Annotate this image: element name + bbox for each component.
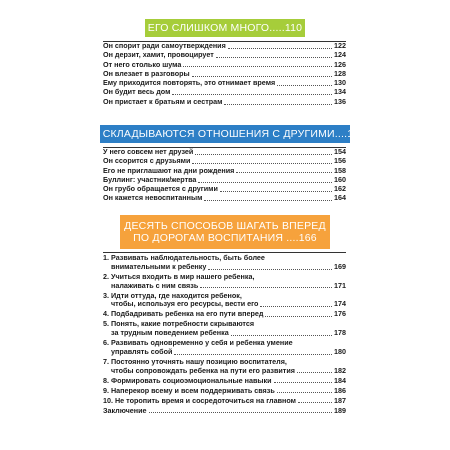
toc-entry-page: 186 bbox=[334, 385, 346, 395]
toc-entry-title-cont: чтобы сопровождать ребенка на пути его развития bbox=[111, 365, 295, 375]
toc-entry bbox=[103, 98, 346, 107]
dot-leader bbox=[208, 269, 332, 270]
dot-leader bbox=[224, 104, 332, 105]
toc-entry bbox=[103, 320, 346, 338]
dot-leader bbox=[216, 57, 332, 58]
dot-leader bbox=[149, 412, 332, 413]
dot-leader bbox=[198, 182, 332, 183]
toc-entry bbox=[103, 387, 346, 396]
dot-leader bbox=[228, 48, 332, 49]
toc-entry-title: 8. Формировать социоэмоциональные навыки bbox=[103, 375, 272, 385]
toc-entry-page: 174 bbox=[334, 299, 346, 309]
toc-entry-title: 1. Развивать наблюдательность, быть более bbox=[103, 253, 265, 262]
section-banner-3-line2: ПО ДОРОГАМ ВОСПИТАНИЯ ....166 bbox=[133, 232, 317, 244]
toc-entry-title: 5. Понять, какие потребности скрываются bbox=[103, 319, 255, 329]
toc-list-2 bbox=[103, 148, 346, 204]
toc-entry-page: 169 bbox=[334, 261, 346, 271]
dot-leader bbox=[192, 163, 332, 164]
toc-entry-page: 128 bbox=[334, 68, 346, 78]
toc-entry-page: 134 bbox=[334, 87, 346, 97]
toc-entry bbox=[103, 377, 346, 386]
toc-entry-title: Ему приходится повторять, это отнимает время bbox=[103, 78, 276, 88]
toc-entry-title: 7. Постоянно уточнять нашу позицию воспитателя, bbox=[103, 356, 287, 366]
toc-entry-title-cont: за трудным поведением ребенка bbox=[111, 328, 229, 338]
toc-entry-title-cont: внимательными к ребенку bbox=[111, 261, 207, 271]
toc-entry-page: 156 bbox=[334, 156, 346, 166]
section-banner-2 bbox=[84, 125, 366, 143]
toc-entry-title: 3. Идти оттуда, где находится ребенок, bbox=[103, 290, 242, 300]
dot-leader bbox=[265, 316, 332, 317]
toc-entry-title-cont: налаживать с ним связь bbox=[111, 280, 199, 290]
toc-entry-page: 154 bbox=[334, 147, 346, 156]
toc-entry-page: 126 bbox=[334, 59, 346, 69]
section-banner-2-text: НЕ СКЛАДЫВАЮТСЯ ОТНОШЕНИЯ С ДРУГИМИ....142 bbox=[84, 128, 366, 140]
toc-entry bbox=[103, 339, 346, 357]
toc-entry bbox=[103, 407, 346, 416]
toc-entry bbox=[103, 397, 346, 406]
dot-leader bbox=[195, 154, 332, 155]
section-banner-1 bbox=[145, 19, 305, 37]
toc-entry-title: Он ссорится с друзьями bbox=[103, 156, 191, 166]
toc-entry-title: 10. Не торопить время и сосредоточиться на главном bbox=[103, 395, 296, 405]
dot-leader bbox=[274, 382, 332, 383]
toc-entry-page: 124 bbox=[334, 50, 346, 60]
dot-leader bbox=[172, 94, 332, 95]
toc-entry-title: Заключение bbox=[103, 405, 147, 415]
dot-leader bbox=[192, 76, 332, 77]
toc-entry-page: 184 bbox=[334, 375, 346, 385]
toc-list-3 bbox=[103, 254, 346, 417]
dot-leader bbox=[220, 191, 332, 192]
toc-entry bbox=[103, 194, 346, 203]
toc-entry-title: Он спорит ради самоутверждения bbox=[103, 41, 226, 50]
dot-leader bbox=[231, 335, 332, 336]
toc-entry-title: 2. Учиться входить в мир нашего ребенка, bbox=[103, 271, 255, 281]
toc-entry-page: 164 bbox=[334, 193, 346, 203]
dot-leader bbox=[236, 172, 332, 173]
toc-entry-page: 171 bbox=[334, 280, 346, 290]
dot-leader bbox=[277, 392, 332, 393]
dot-leader bbox=[183, 66, 332, 67]
toc-entry-title: 6. Развивать одновременно у себя и ребенка умение bbox=[103, 338, 293, 348]
toc-entry-page: 158 bbox=[334, 165, 346, 175]
toc-entry-title: Он пристает к братьям и сестрам bbox=[103, 96, 223, 106]
toc-list-1 bbox=[103, 42, 346, 107]
toc-entry-title: 4. Подбадривать ребенка на его пути вперед bbox=[103, 309, 264, 319]
toc-entry-title: У него совсем нет друзей bbox=[103, 147, 194, 156]
section-banner-1-text: ЕГО СЛИШКОМ МНОГО.....110 bbox=[147, 22, 303, 34]
toc-entry-title: Его не приглашают на дни рождения bbox=[103, 165, 235, 175]
toc-entry bbox=[103, 88, 346, 97]
toc-entry-page: 189 bbox=[334, 405, 346, 415]
toc-entry-title: Он влезает в разговоры bbox=[103, 68, 190, 78]
toc-entry-page: 182 bbox=[334, 365, 346, 375]
toc-entry-page: 136 bbox=[334, 96, 346, 106]
toc-entry-page: 130 bbox=[334, 78, 346, 88]
toc-entry-title: 9. Наперекор всему и всем поддерживать связь bbox=[103, 385, 275, 395]
toc-entry-title-cont: чтобы, используя его ресурсы, вести его bbox=[111, 299, 259, 309]
toc-entry-page: 160 bbox=[334, 174, 346, 184]
dot-leader bbox=[204, 200, 332, 201]
toc-entry-page: 180 bbox=[334, 346, 346, 356]
toc-entry-title: Буллинг: участник/жертва bbox=[103, 174, 197, 184]
dot-leader bbox=[174, 354, 332, 355]
dot-leader bbox=[260, 306, 332, 307]
toc-entry bbox=[103, 51, 346, 60]
section-banner-3 bbox=[120, 215, 330, 249]
toc-entry bbox=[103, 292, 346, 310]
toc-entry bbox=[103, 358, 346, 376]
toc-entry-title: Он дерзит, хамит, провоцирует bbox=[103, 50, 214, 60]
toc-entry-title: Он грубо обращается с другими bbox=[103, 184, 218, 194]
dot-leader bbox=[200, 287, 332, 288]
toc-entry bbox=[103, 273, 346, 291]
toc-entry-page: 187 bbox=[334, 395, 346, 405]
toc-entry bbox=[103, 157, 346, 166]
toc-entry-page: 178 bbox=[334, 328, 346, 338]
toc-entry-page: 162 bbox=[334, 184, 346, 194]
section-banner-3-line1: ДЕСЯТЬ СПОСОБОВ ШАГАТЬ ВПЕРЕД bbox=[124, 220, 326, 232]
toc-entry-page: 122 bbox=[334, 41, 346, 50]
dot-leader bbox=[297, 372, 332, 373]
toc-entry bbox=[103, 310, 346, 319]
toc-entry-page: 176 bbox=[334, 309, 346, 319]
toc-entry-title-cont: управлять собой bbox=[111, 346, 173, 356]
dot-leader bbox=[277, 85, 332, 86]
toc-entry-title: Он кажется невоспитанным bbox=[103, 193, 203, 203]
toc-entry-title: От него столько шума bbox=[103, 59, 182, 69]
dot-leader bbox=[298, 402, 332, 403]
toc-entry bbox=[103, 254, 346, 272]
toc-entry-title: Он будит весь дом bbox=[103, 87, 171, 97]
